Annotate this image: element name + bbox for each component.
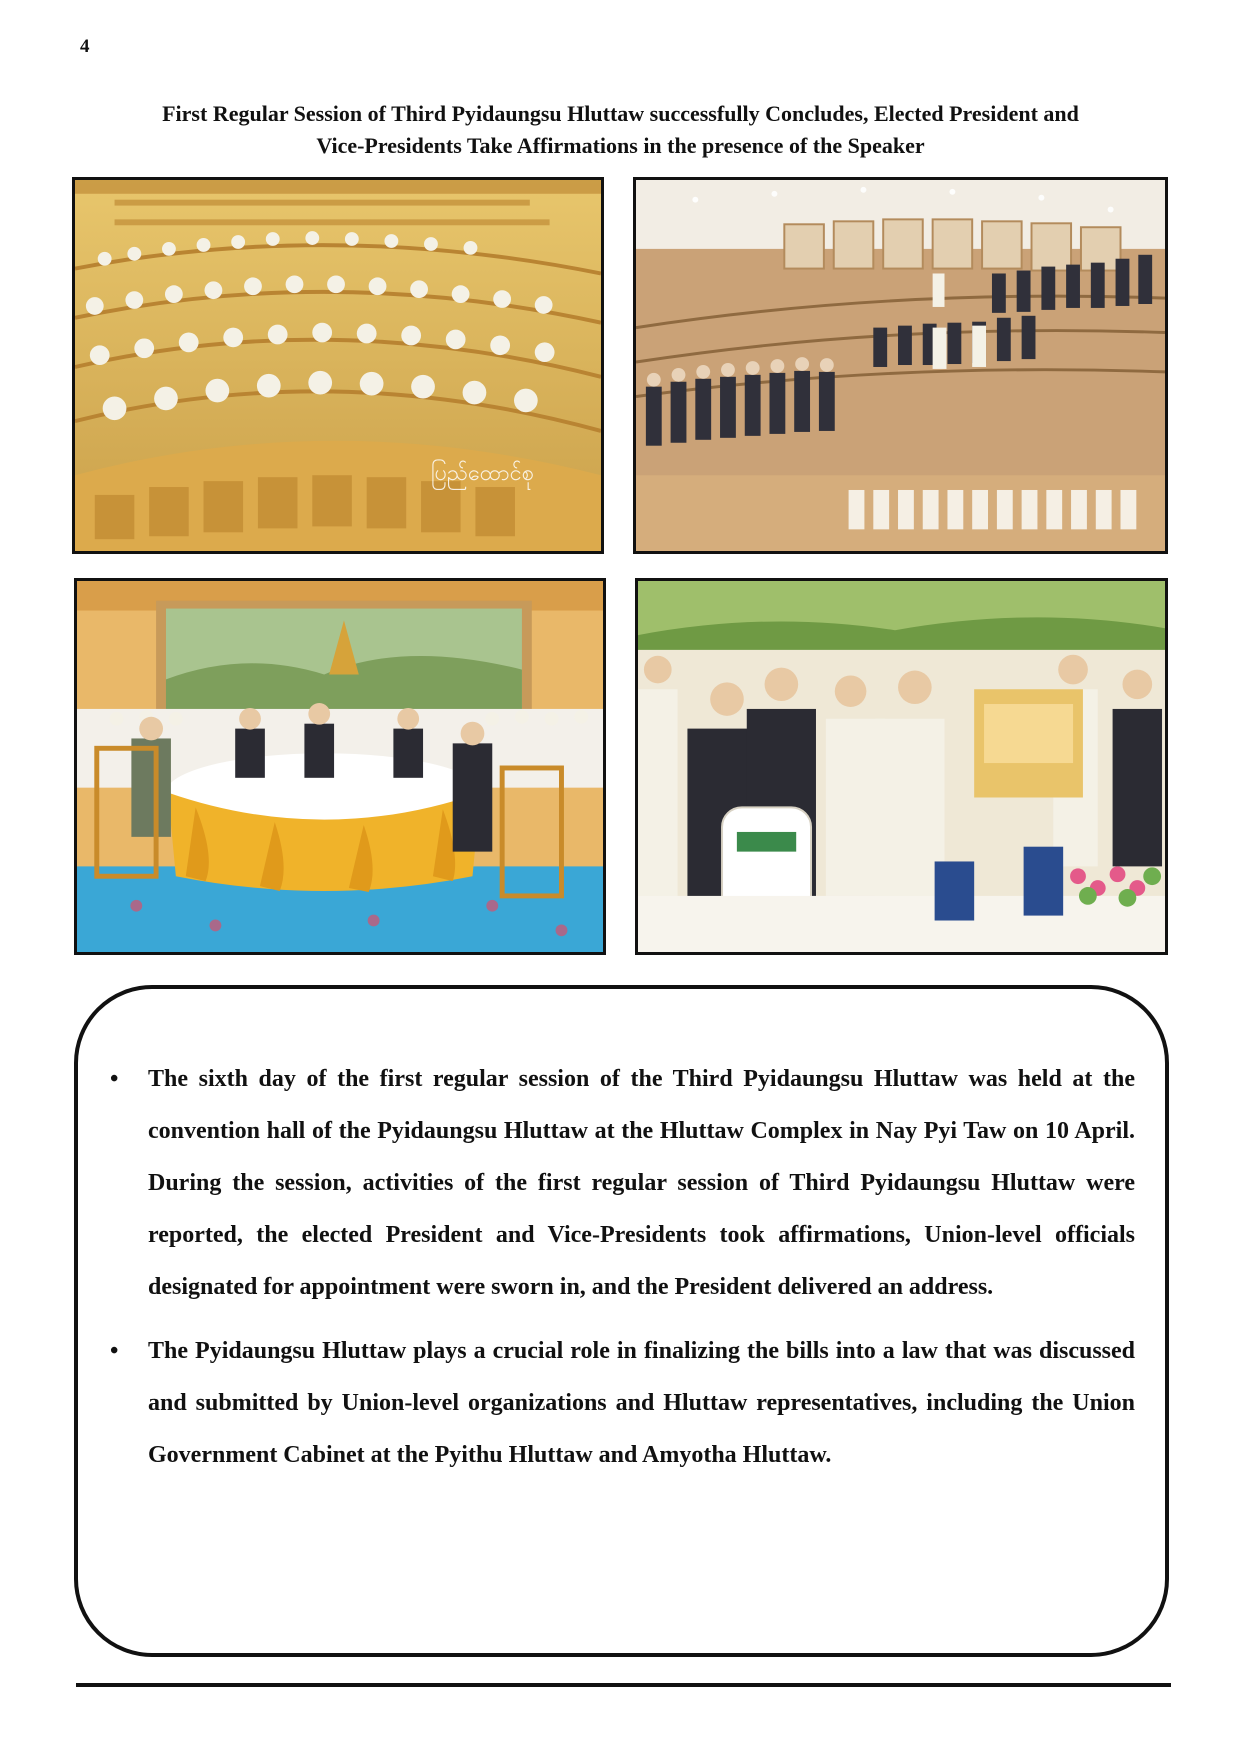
session-hall-image bbox=[75, 180, 601, 551]
handshake-image bbox=[638, 581, 1165, 952]
photo-watermark: ပြည်ထောင်စု bbox=[430, 461, 535, 487]
photo-dinner-reception bbox=[74, 578, 606, 955]
page-title-line-1: First Regular Session of Third Pyidaungsu Hluttaw successfully Concludes, Elected President and bbox=[162, 101, 1079, 126]
photo-handshake-greeting bbox=[635, 578, 1168, 955]
page-number: 4 bbox=[80, 36, 90, 57]
summary-bullet-1: • The sixth day of the first regular session of the Third Pyidaungsu Hluttaw was held at the convention hall of the Pyidaungsu Hluttaw at the Hluttaw Complex in Nay Pyi Taw on 10 April. During the session, activities of the first regular session of Third Pyidaungsu Hluttaw were reported, the elected President and Vice-Presidents took affirmations, Union-level officials designated for appointment were sworn in, and the President delivered an address. bbox=[148, 1053, 1135, 1313]
members-standing-image bbox=[636, 180, 1165, 551]
page-title bbox=[60, 98, 1181, 162]
dinner-reception-image bbox=[77, 581, 603, 952]
summary-text-box bbox=[74, 985, 1169, 1657]
summary-bullet-2: • The Pyidaungsu Hluttaw plays a crucial role in finalizing the bills into a law that was discussed and submitted by Union-level organizations and Hluttaw representatives, including the Union Government Cabinet at the Pyithu Hluttaw and Amyotha Hluttaw. bbox=[148, 1325, 1135, 1481]
summary-bullet-list bbox=[148, 1053, 1135, 1493]
photo-hluttaw-session-hall bbox=[72, 177, 604, 554]
photo-members-standing bbox=[633, 177, 1168, 554]
page-title-line-2: Vice-Presidents Take Affirmations in the presence of the Speaker bbox=[316, 133, 925, 158]
footer-divider bbox=[76, 1683, 1171, 1687]
